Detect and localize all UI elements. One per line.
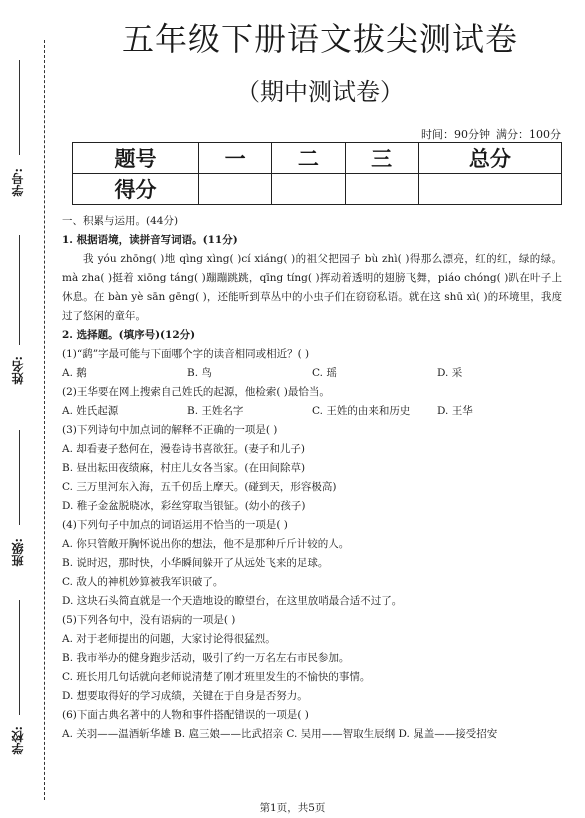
option-d[interactable]: D. 想要取得好的学习成绩，关键在于自身是否努力。 xyxy=(62,690,308,702)
exam-body xyxy=(62,212,562,744)
option-b[interactable]: B. 昼出耘田夜绩麻，村庄儿女各当家。(在田间除草) xyxy=(62,462,306,474)
option-b[interactable]: B. 说时迟，那时快，小华瞬间躲开了从远处飞来的足球。 xyxy=(62,557,329,569)
section-1-score-cell[interactable] xyxy=(199,174,272,205)
page-footer: 第1页，共5页 xyxy=(259,802,326,814)
q2-sub2-stem: (2)王华要在网上搜索自己姓氏的起源，他检索( )最恰当。 xyxy=(62,386,330,398)
section-3-header: 三 xyxy=(345,143,418,174)
score-table xyxy=(72,142,562,205)
q2-sub3-stem: (3)下列诗句中加点词的解释不正确的一项是( ) xyxy=(62,424,278,436)
option-b[interactable]: B. 鸟 xyxy=(187,367,212,379)
q2-sub5-stem: (5)下列各句中，没有语病的一项是( ) xyxy=(62,614,236,626)
option-c[interactable]: C. 王姓的由来和历史 xyxy=(312,405,411,417)
section-1-title: 一、积累与运用。(44分) xyxy=(62,215,179,227)
school-blank[interactable] xyxy=(19,600,20,715)
exam-subtitle: （期中测试卷） xyxy=(236,78,404,106)
option-c[interactable]: C. 敌人的神机妙算被我军识破了。 xyxy=(62,576,224,588)
option-d[interactable]: D. 王华 xyxy=(437,405,473,417)
option-a[interactable]: A. 姓氏起源 xyxy=(62,405,119,417)
total-score-cell[interactable] xyxy=(418,174,561,205)
option-c[interactable]: C. 瑶 xyxy=(312,367,337,379)
q2-sub1-options xyxy=(62,364,562,383)
q2-sub1-stem: (1)“鹞”字最可能与下面哪个字的读音相同或相近？( ) xyxy=(62,348,310,360)
name-blank[interactable] xyxy=(19,235,20,345)
score-row-header: 得分 xyxy=(73,174,199,205)
time-limit: 时间：90分钟 xyxy=(421,128,490,141)
question-2-heading: 2. 选择题。(填序号)(12分) xyxy=(62,329,196,341)
q2-sub2-options xyxy=(62,402,562,421)
question-1-heading: 1. 根据语境，读拼音写词语。(11分) xyxy=(62,234,238,246)
binding-margin xyxy=(0,0,58,818)
time-info xyxy=(415,126,561,142)
option-d[interactable]: D. 采 xyxy=(437,367,463,379)
option-d[interactable]: D. 这块石头简直就是一个天造地设的瞭望台，在这里放哨最合适不过了。 xyxy=(62,595,403,607)
total-score-header: 总分 xyxy=(418,143,561,174)
option-c[interactable]: C. 班长用几句话就向老师说清楚了刚才班里发生的不愉快的事情。 xyxy=(62,671,371,683)
cut-line xyxy=(44,40,45,800)
option-a[interactable]: A. 你只管敞开胸怀说出你的想法，他不是那种斤斤计较的人。 xyxy=(62,538,350,550)
student-number-label: 学号: xyxy=(11,168,25,197)
class-blank[interactable] xyxy=(19,430,20,525)
option-d[interactable]: D. 稚子金盆脱晓冰，彩丝穿取当银钲。(幼小的孩子) xyxy=(62,500,306,512)
section-3-score-cell[interactable] xyxy=(345,174,418,205)
section-2-header: 二 xyxy=(272,143,345,174)
school-label: 学校: xyxy=(11,726,25,755)
question-number-header: 题号 xyxy=(73,143,199,174)
option-a[interactable]: A. 对于老师提出的问题，大家讨论得很猛烈。 xyxy=(62,633,276,645)
q2-sub6-stem: (6)下面古典名著中的人物和事件搭配错误的一项是( ) xyxy=(62,709,309,721)
student-number-blank[interactable] xyxy=(19,60,20,155)
score-table-header-row xyxy=(73,143,562,174)
section-1-header: 一 xyxy=(199,143,272,174)
full-score: 满分：100分 xyxy=(496,128,561,141)
option-a[interactable]: A. 却看妻子愁何在，漫卷诗书喜欲狂。(妻子和儿子) xyxy=(62,443,305,455)
q2-sub4-stem: (4)下列句子中加点的词语运用不恰当的一项是( ) xyxy=(62,519,288,531)
section-2-score-cell[interactable] xyxy=(272,174,345,205)
option-a[interactable]: A. 鹅 xyxy=(62,367,87,379)
question-1-passage[interactable]: 我 yóu zhōng( )地 qìng xìng( )cí xiáng( )的祖父把园子 bù zhì( )得那么漂亮，红的红，绿的绿。mà zha( )挺着 xiōng táng( )蹦蹦跳跳，qīng tíng( )挥动着透明的翅膀飞舞，piáo chóng( )趴在叶子上休息。在 bàn yè sān gēng( )，还能听到草丛中的小虫子们在窃窃私语。就在这 shū xì( )的环境里，我度过了悠闲的童年。 xyxy=(62,253,562,322)
exam-title: 五年级下册语文拔尖测试卷 xyxy=(121,20,518,58)
class-label: 班级: xyxy=(11,538,25,567)
score-table-score-row xyxy=(73,174,562,205)
name-label: 姓名: xyxy=(11,356,25,385)
option-c[interactable]: C. 三万里河东入海，五千仞岳上摩天。(碰到天，形容极高) xyxy=(62,481,337,493)
option-b[interactable]: B. 王姓名字 xyxy=(187,405,244,417)
option-b[interactable]: B. 我市举办的健身跑步活动，吸引了约一万名左右市民参加。 xyxy=(62,652,350,664)
q2-sub6-options[interactable]: A. 关羽——温酒斩华雄 B. 扈三娘——比武招亲 C. 吴用——智取生辰纲 D. 晁盖——接受招安 xyxy=(62,728,498,740)
